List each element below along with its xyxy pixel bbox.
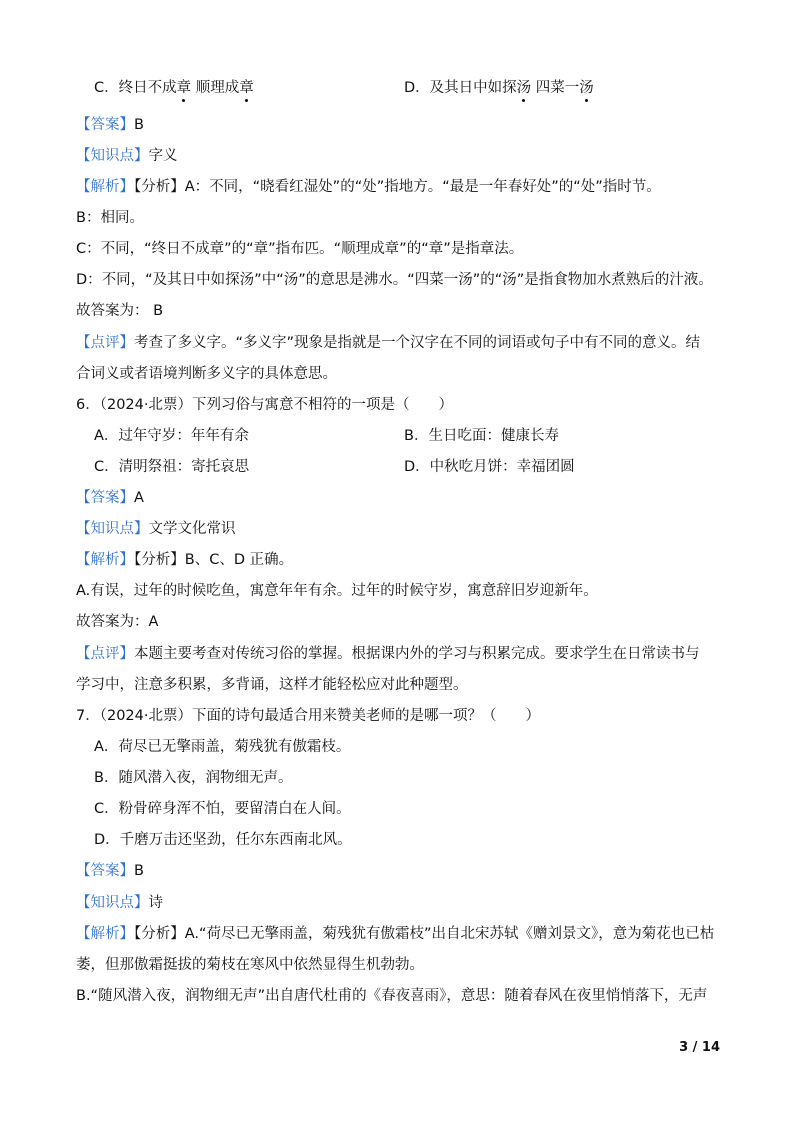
q6-option-c: C．清明祭祖：寄托哀思 <box>94 459 250 475</box>
q6-analysis-detail: A.有误，过年的时候吃鱼，寓意年年有余。过年的时候守岁，寓意辞旧岁迎新年。 <box>76 583 598 599</box>
q7-knowledge: 【知识点】诗 <box>76 895 163 911</box>
q5-option-c: C．终日不成章 顺理成章 <box>94 80 254 96</box>
q5-analysis-d: D：不同，“及其日中如探汤”中“汤”的意思是沸水。“四菜一汤”的“汤”是指食物加水煮熟后的汁液。 <box>76 272 713 288</box>
q7-option-a: A．荷尽已无擎雨盖，菊残犹有傲霜枝。 <box>94 739 351 755</box>
q5-comment-cont: 合词义或者语境判断多义字的具体意思。 <box>76 366 337 382</box>
q7-answer: 【答案】B <box>76 863 144 879</box>
q6-knowledge: 【知识点】文学文化常识 <box>76 521 236 537</box>
q5-comment: 【点评】考查了多义字。“多义字”现象是指就是一个汉字在不同的词语或句子中有不同的意义。结 <box>76 335 701 351</box>
q7-analysis: 【解析】【分析】A.“荷尽已无擎雨盖，菊残犹有傲霜枝”出自北宋苏轼《赠刘景文》，意为菊花也已枯 <box>76 926 715 942</box>
q6-conclusion: 故答案为：A <box>76 614 159 630</box>
q7-option-c: C．粉骨碎身浑不怕，要留清白在人间。 <box>94 801 351 817</box>
q5-conclusion: 故答案为： B <box>76 303 164 319</box>
q7-option-b: B．随风潜入夜，润物细无声。 <box>94 770 293 786</box>
q5-analysis: 【解析】【分析】A：不同，“晓看红湿处”的“处”指地方。“最是一年春好处”的“处”指时节。 <box>76 179 661 195</box>
q6-option-b: B．生日吃面：健康长寿 <box>404 428 559 444</box>
q6-option-d: D．中秋吃月饼：幸福团圆 <box>404 459 575 475</box>
q6-comment-cont: 学习中，注意多积累，多背诵，这样才能轻松应对此种题型。 <box>76 677 468 693</box>
q6-analysis: 【解析】【分析】B、C、D 正确。 <box>76 552 294 568</box>
q6-options-cd <box>94 457 734 477</box>
q5-options-cd <box>94 78 734 98</box>
emphasis-dot: 汤 <box>516 80 532 96</box>
q5-analysis-c: C：不同，“终日不成章”的“章”指布匹。“顺理成章”的“章”是指章法。 <box>76 241 524 257</box>
q6-comment: 【点评】本题主要考查对传统习俗的掌握。根据课内外的学习与积累完成。要求学生在日常读书与 <box>76 646 700 662</box>
q5-analysis-b: B：相同。 <box>76 210 144 226</box>
q6-option-a: A．过年守岁：年年有余 <box>94 428 249 444</box>
q5-option-d: D．及其日中如探汤 四菜一汤 <box>404 80 594 96</box>
q7-title: 7．（2024·北票）下面的诗句最适合用来赞美老师的是哪一项？（ ） <box>76 708 540 724</box>
emphasis-dot: 汤 <box>579 80 594 96</box>
emphasis-dot: 章 <box>239 80 254 96</box>
q6-options-ab <box>94 426 734 446</box>
q5-knowledge: 【知识点】字义 <box>76 148 178 164</box>
q7-analysis-b: B.“随风潜入夜，润物细无声”出自唐代杜甫的《春夜喜雨》，意思：随着春风在夜里悄悄落下，无声 <box>76 988 708 1004</box>
page-number: 3 / 14 <box>679 1040 720 1055</box>
q6-title: 6．（2024·北票）下列习俗与寓意不相符的一项是（ ） <box>76 397 453 413</box>
emphasis-dot: 章 <box>176 80 192 96</box>
q5-answer: 【答案】B <box>76 117 144 133</box>
q7-analysis-cont: 萎，但那傲霜挺拔的菊枝在寒风中依然显得生机勃勃。 <box>76 957 424 973</box>
q6-answer: 【答案】A <box>76 490 144 506</box>
q7-option-d: D．千磨万击还坚劲，任尔东西南北风。 <box>94 832 352 848</box>
